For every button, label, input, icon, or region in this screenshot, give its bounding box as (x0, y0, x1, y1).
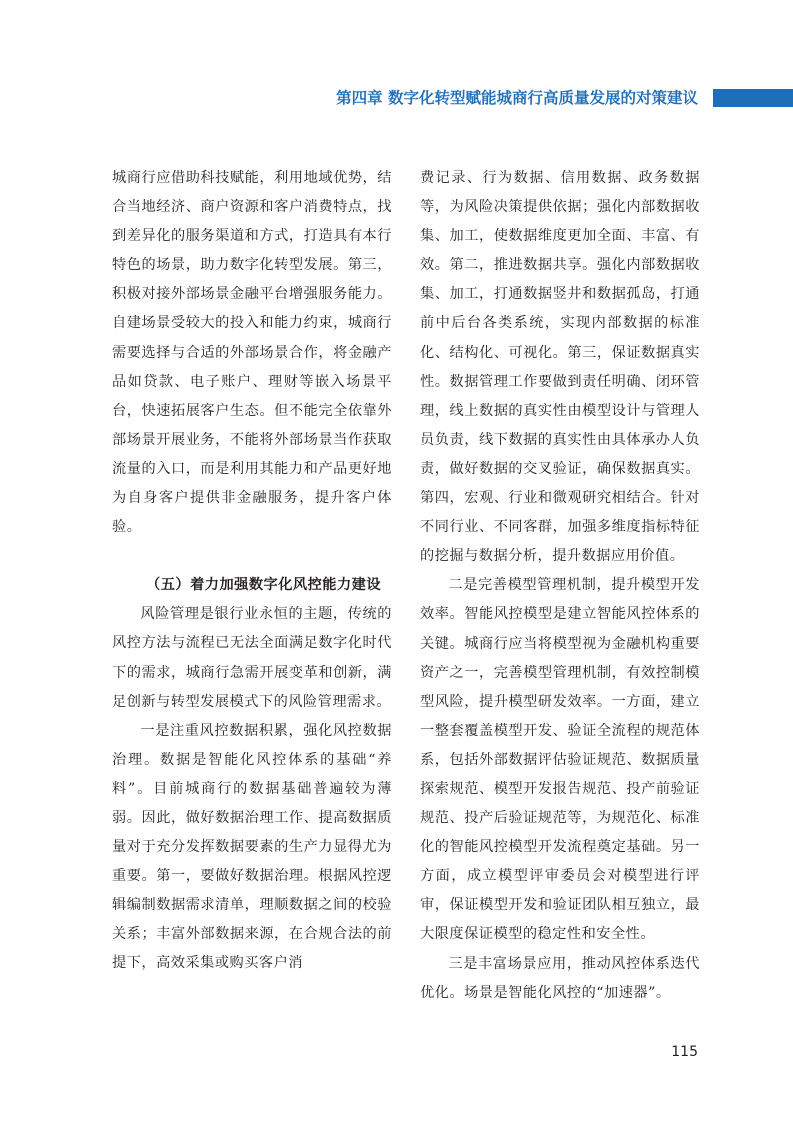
paragraph-spacer (112, 542, 392, 571)
right-column (420, 164, 700, 1008)
right-paragraph-2: 二是完善模型管理机制，提升模型开发效率。智能风控模型是建立智能风控体系的关键。城商行应当将模型视为金融机构重要资产之一，完善模型管理机制，有效控制模型风险，提升模型研发效率。一方面，建立一整套覆盖模型开发、验证全流程的规范体系，包括外部数据评估验证规范、数据质量探索规范、模型开发报告规范、投产前验证规范、投产后验证规范等，为规范化、标准化的智能风控模型开发流程奠定基础。另一方面，成立模型评审委员会对模型进行评审，保证模型开发和验证团队相互独立，最大限度保证模型的稳定性和安全性。 (420, 577, 700, 943)
left-paragraph-2: 风险管理是银行业永恒的主题，传统的风控方法与流程已无法全面满足数字化时代下的需求，城商行急需开展变革和创新，满足创新与转型发展模式下的风险管理需求。 (112, 606, 392, 710)
left-paragraph-1: 城商行应借助科技赋能，利用地域优势，结合当地经济、商户资源和客户消费特点，找到差异化的服务渠道和方式，打造具有本行特色的场景，助力数字化转型发展。第三，积极对接外部场景金融平台增强服务能力。自建场景受较大的投入和能力约束，城商行需要选择与合适的外部场景合作，将金融产品如贷款、电子账户、理财等嵌入场景平台，快速拓展客户生态。但不能完全依靠外部场景开展业务，不能将外部场景当作获取流量的入口，而是利用其能力和产品更好地为自身客户提供非金融服务，提升客户体验。 (112, 170, 392, 536)
left-column (112, 164, 392, 979)
chapter-accent-bar (713, 89, 793, 107)
chapter-title: 第四章 数字化转型赋能城商行高质量发展的对策建议 (336, 89, 698, 107)
left-paragraph-3: 一是注重风控数据积累，强化风控数据治理。数据是智能化风控体系的基础“养料”。目前城商行的数据基础普遍较为薄弱。因此，做好数据治理工作、提高数据质量对于充分发挥数据要素的生产力显得尤为重要。第一，要做好数据治理。根据风控逻辑编制数据需求清单，理顺数据之间的校验关系；丰富外部数据来源，在合规合法的前提下，高效采集或购买客户消 (112, 722, 392, 972)
right-paragraph-1: 费记录、行为数据、信用数据、政务数据等，为风险决策提供依据；强化内部数据收集、加工，使数据维度更加全面、丰富、有效。第二，推进数据共享。强化内部数据收集、加工，打通数据竖井和数据孤岛，打通前中后台各类系统，实现内部数据的标准化、结构化、可视化。第三，保证数据真实性。数据管理工作要做到责任明确、闭环管理，线上数据的真实性由模型设计与管理人员负责，线下数据的真实性由具体承办人负责，做好数据的交叉验证，确保数据真实。第四，宏观、行业和微观研究相结合。针对不同行业、不同客群，加强多维度指标特征的挖掘与数据分析，提升数据应用价值。 (420, 170, 700, 565)
page-number: 115 (671, 1044, 698, 1060)
right-paragraph-3: 三是丰富场景应用，推动风控体系迭代优化。场景是智能化风控的“加速器”。 (420, 955, 700, 1001)
section-heading: （五）着力加强数字化风控能力建设 (146, 577, 382, 594)
